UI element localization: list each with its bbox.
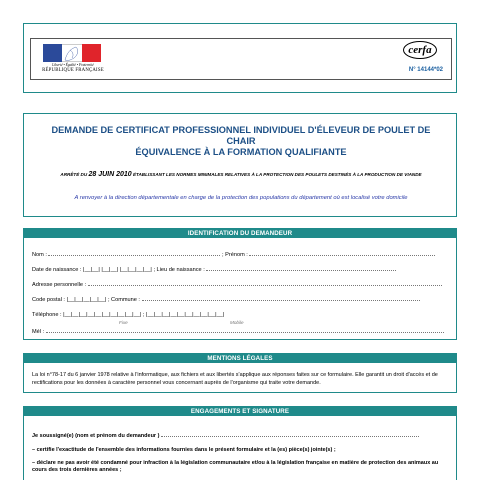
- tel-separator: ;: [142, 312, 145, 318]
- engagements-section: [23, 406, 457, 480]
- prenom-field[interactable]: [249, 251, 435, 256]
- soussigne-row: [32, 432, 452, 440]
- cp-field[interactable]: |__|__|__|__|__|: [66, 297, 107, 303]
- identification-section: [23, 228, 457, 340]
- nom-field[interactable]: [48, 251, 220, 256]
- logo-motto: Liberté • Égalité • Fraternité: [52, 63, 94, 67]
- arrete-description: ÉTABLISSANT LES NORMES MINIMALES RELATIVES À LA PROTECTION DES POULETS DESTINÉS À LA PRODUCTION DE VIANDE: [132, 172, 422, 177]
- fixe-label: Fixe: [119, 320, 128, 325]
- tel-fixe-field[interactable]: |__|__|__|__|__|__|__|__|__|__|: [63, 312, 142, 318]
- adresse-label: Adresse personnelle :: [32, 282, 87, 288]
- marianne-flag-icon: [43, 44, 101, 62]
- mentions-section: [23, 353, 457, 393]
- mentions-heading: MENTIONS LÉGALES: [24, 354, 456, 363]
- logo-name: RÉPUBLIQUE FRANÇAISE: [42, 68, 104, 73]
- naissance-label: Date de naissance :: [32, 267, 82, 273]
- birth-row: [32, 266, 396, 273]
- cerfa-logo: cerfa: [403, 41, 437, 59]
- adresse-field[interactable]: [88, 281, 442, 286]
- form-title-line-3: ÉQUIVALENCE À LA FORMATION QUALIFIANTE: [135, 147, 347, 157]
- arrete-prefix: ARRÊTÉ DU: [60, 172, 88, 177]
- commune-field[interactable]: [142, 296, 420, 301]
- form-title: [24, 125, 458, 158]
- identification-heading: IDENTIFICATION DU DEMANDEUR: [24, 229, 456, 238]
- commune-label: ; Commune :: [107, 297, 140, 303]
- form-title-line-2: CHAIR: [226, 136, 256, 146]
- soussigne-field[interactable]: [161, 432, 419, 437]
- cp-label: Code postal :: [32, 297, 65, 303]
- mobile-label: Mobile: [230, 320, 244, 325]
- name-row: [32, 251, 435, 258]
- header-frame: [30, 38, 452, 80]
- title-box: [23, 113, 457, 217]
- cerfa-number: N° 14144*02: [408, 67, 443, 73]
- return-instruction: A renvoyer à la direction départementale en charge de la protection des populations du département où est localisé votre domicile: [74, 195, 408, 201]
- mel-field[interactable]: [46, 328, 444, 333]
- naissance-field[interactable]: |__|__| |__|__| |__|__|__|__|: [83, 267, 152, 273]
- engagement-item-2: – déclare ne pas avoir été condamné pour infraction à la législation communautaire et/ou à la législation française en matière de protection des animaux au cours des trois dernières années ;: [32, 460, 439, 473]
- lieu-label: ; Lieu de naissance :: [153, 267, 205, 273]
- header-box: [23, 23, 457, 93]
- email-row: [32, 328, 444, 335]
- soussigne-label: Je soussigné(e) (nom et prénom du demandeur ): [32, 433, 160, 439]
- lieu-field[interactable]: [206, 266, 396, 271]
- address-row: [32, 281, 442, 288]
- tel-label: Téléphone :: [32, 312, 62, 318]
- nom-label: Nom :: [32, 252, 47, 258]
- arrete-reference: [24, 171, 458, 178]
- republique-francaise-logo: [39, 42, 107, 78]
- arrete-date: 28 JUIN 2010: [88, 171, 132, 178]
- engagement-item-1: – certifie l'exactitude de l'ensemble des informations fournies dans le présent formulaire et la (es) pièce(s) jointe(s) ;: [32, 447, 336, 453]
- prenom-label: ; Prénom :: [222, 252, 248, 258]
- engagements-heading: ENGAGEMENTS ET SIGNATURE: [24, 407, 456, 416]
- mentions-text: La loi n°78-17 du 6 janvier 1978 relative à l'informatique, aux fichiers et aux libertés s'applique aux réponses faites sur ce formulaire. Elle garantit un droit d'accès et de rectifications pour les données à caractère personnel vous concernant auprès de l'organisme qui traite votre demande.: [32, 372, 438, 386]
- form-title-line-1: DEMANDE DE CERTIFICAT PROFESSIONNEL INDIVIDUEL D'ÉLEVEUR DE POULET DE: [51, 125, 431, 135]
- phone-row: [32, 312, 224, 318]
- mel-label: Mél :: [32, 329, 45, 335]
- tel-mobile-field[interactable]: |__|__|__|__|__|__|__|__|__|__|: [146, 312, 225, 318]
- postal-row: [32, 296, 420, 303]
